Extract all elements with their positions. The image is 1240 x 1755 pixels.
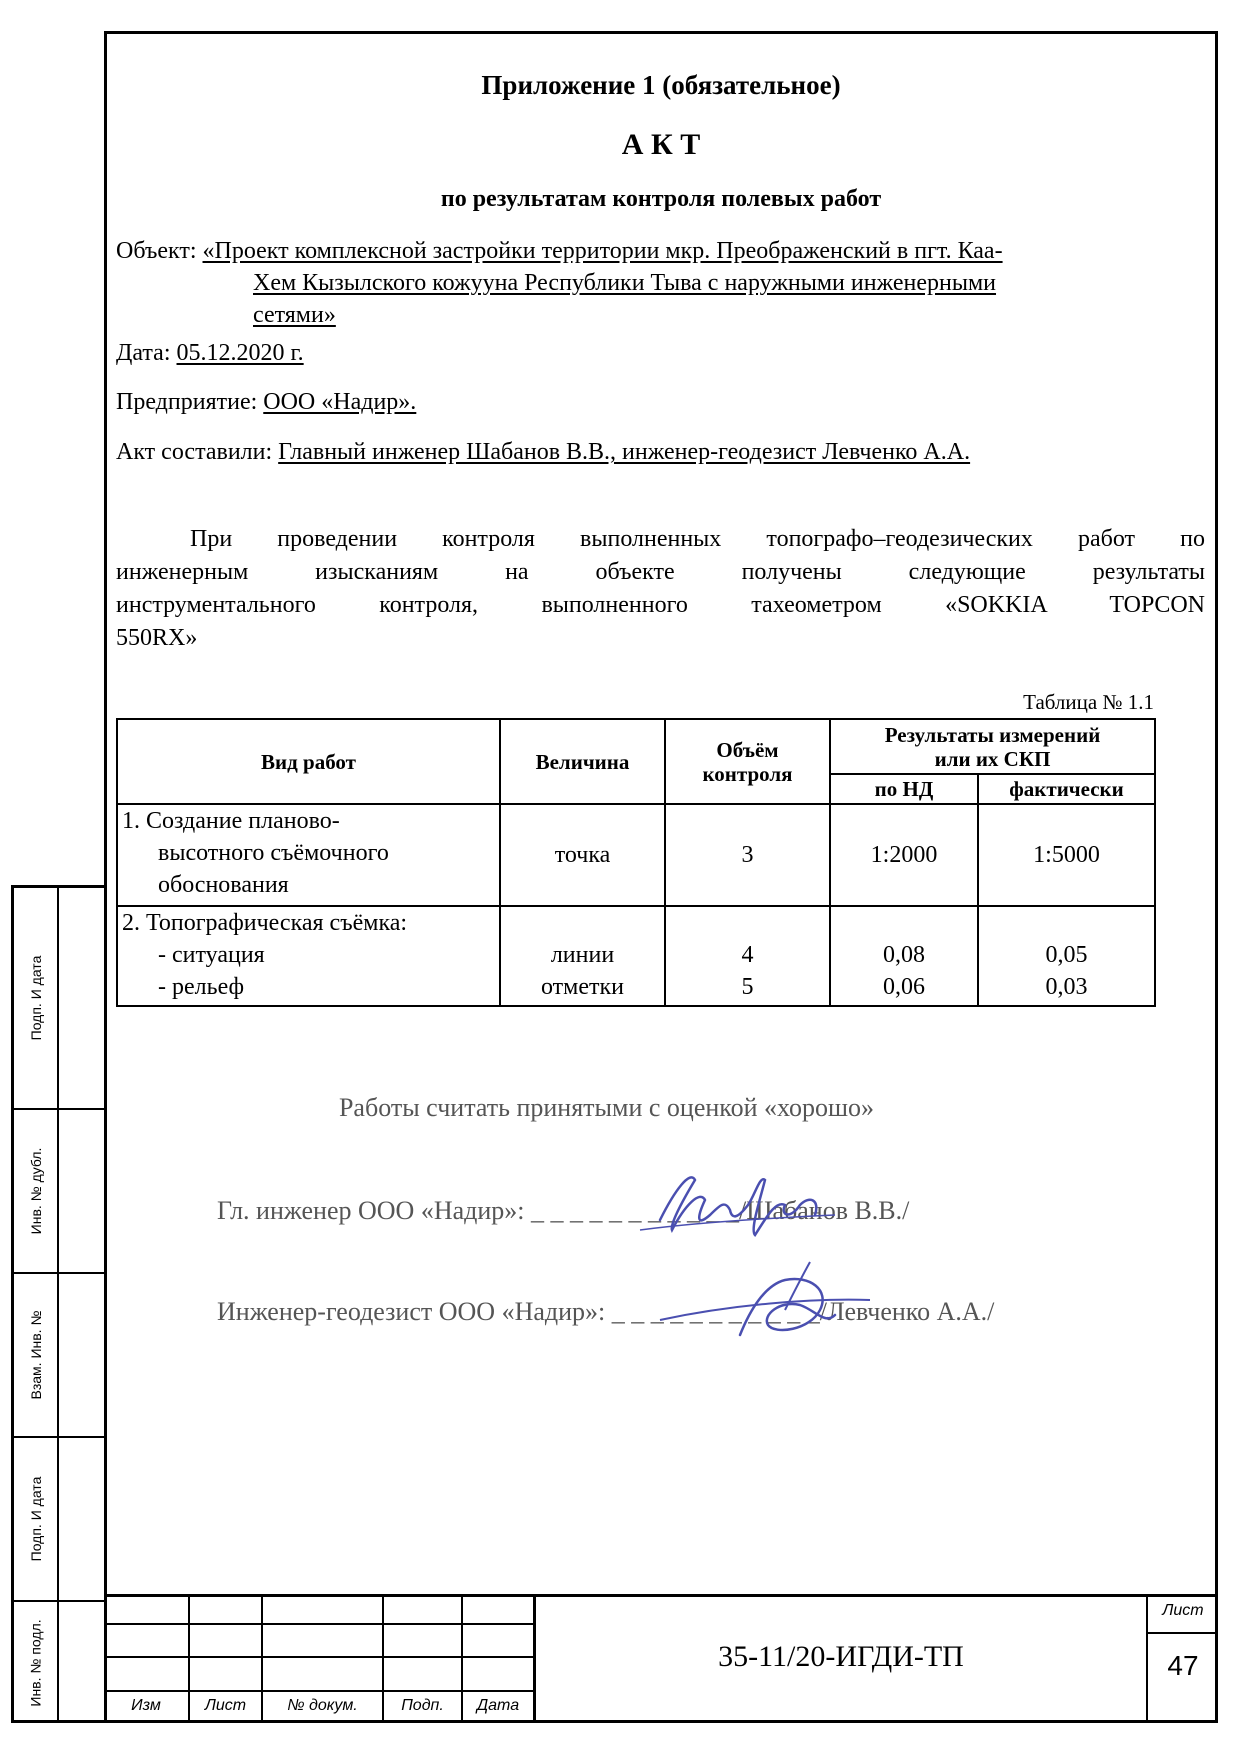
- by-nd-cell: [830, 906, 978, 1006]
- side-stamp: [11, 885, 104, 1723]
- quantity-cell: [500, 906, 665, 1006]
- side-stamp-label: Инв. № подл.: [27, 1618, 44, 1707]
- company-value: ООО «Надир».: [263, 389, 417, 415]
- appendix-heading: Приложение 1 (обязательное): [481, 70, 841, 100]
- volume-value: 5: [741, 974, 754, 1000]
- company-label: Предприятие:: [116, 389, 258, 415]
- col-podp: Подп.: [401, 1697, 444, 1714]
- side-stamp-cell: [14, 888, 104, 1110]
- date-field: [116, 337, 304, 369]
- actual-cell: [978, 906, 1155, 1006]
- results-table: [116, 718, 1156, 1007]
- signer-role: Инженер-геодезист ООО «Надир»:: [217, 1297, 606, 1326]
- sheet-number: 47: [1167, 1650, 1199, 1681]
- side-stamp-label: Инв. № дубл.: [28, 1147, 44, 1235]
- object-value-line3: сетями»: [253, 302, 336, 328]
- signature-chief-icon: [620, 1160, 850, 1250]
- side-stamp-label: Взам. Инв. №: [28, 1310, 44, 1400]
- sheet-label: Лист: [1162, 1602, 1204, 1619]
- authors-value: Главный инженер Шабанов В.В., инженер-геодезист Левченко А.А.: [278, 439, 971, 465]
- header-quantity: Величина: [500, 719, 665, 804]
- paragraph-line: инструментального контроля, выполненного тахеометром «SOKKIA TOPCON: [116, 592, 1205, 618]
- col-izm: Изм: [131, 1697, 161, 1714]
- object-value-line2: Хем Кызылского кожууна Республики Тыва с наружными инженерными: [253, 270, 997, 296]
- signature-engineer-icon: [650, 1250, 910, 1350]
- actual-cell: 1:5000: [978, 804, 1155, 906]
- signer-name: /Левченко А.А./: [819, 1297, 995, 1326]
- company-field: [116, 386, 416, 418]
- table-row: [117, 804, 1155, 906]
- header-results: [830, 719, 1155, 774]
- by-nd-value: 0,08: [883, 942, 925, 968]
- by-nd-value: 0,06: [883, 974, 925, 1000]
- object-field: [116, 235, 1216, 267]
- signer-role: Гл. инженер ООО «Надир»:: [217, 1196, 525, 1225]
- work-line: 2. Топографическая съёмка:: [122, 910, 408, 936]
- table-caption: Таблица № 1.1: [1023, 690, 1154, 714]
- header-volume-line1: Объём: [716, 737, 779, 762]
- side-stamp-cell: [14, 1602, 104, 1723]
- header-results-line1: Результаты измерений: [884, 722, 1101, 747]
- document-title: А К Т: [621, 128, 701, 161]
- quantity-value: отметки: [540, 974, 624, 1000]
- col-doc: № докум.: [287, 1697, 358, 1714]
- side-stamp-cell: [14, 1110, 104, 1274]
- work-type-cell: [117, 804, 500, 906]
- side-stamp-label: Подп. И дата: [28, 955, 44, 1041]
- volume-cell: 3: [665, 804, 830, 906]
- work-type-cell: [117, 906, 500, 1006]
- header-volume-line2: контроля: [702, 761, 793, 786]
- authors-field: [116, 436, 970, 468]
- object-value-line1: «Проект комплексной застройки территории мкр. Преображенский в пгт. Каа-: [202, 238, 1003, 264]
- signature-blank: _ _ _ _ _ _ _ _ _ _ _: [531, 1196, 740, 1225]
- work-line: - ситуация: [158, 942, 265, 968]
- actual-value: 0,05: [1045, 942, 1088, 968]
- work-line: - рельеф: [158, 974, 245, 1000]
- actual-value: 0,03: [1045, 974, 1088, 1000]
- document-code: 35-11/20-ИГДИ-ТП: [718, 1640, 964, 1673]
- work-line: 1. Создание планово-: [122, 808, 340, 834]
- date-label: Дата:: [116, 340, 171, 366]
- approval-verdict: Работы считать принятыми с оценкой «хорошо»: [338, 1093, 875, 1122]
- header-by-nd: по НД: [830, 774, 978, 804]
- header-results-line2: или их СКП: [934, 746, 1051, 771]
- side-stamp-cell: [14, 1274, 104, 1438]
- quantity-cell: точка: [500, 804, 665, 906]
- title-block: [104, 1594, 1218, 1723]
- paragraph-line: инженерным изысканиям на объекте получены следующие результаты: [116, 559, 1205, 585]
- object-label: Объект:: [116, 238, 197, 264]
- col-date: Дата: [476, 1697, 520, 1714]
- work-line: высотного съёмочного: [158, 840, 389, 866]
- header-volume: [665, 719, 830, 804]
- side-stamp-label: Подп. И дата: [28, 1476, 44, 1562]
- signer-name: /Шабанов В.В./: [739, 1196, 910, 1225]
- work-line: обоснования: [158, 872, 289, 898]
- date-value: 05.12.2020 г.: [176, 340, 304, 366]
- table-row: [117, 906, 1155, 1006]
- signature-blank: _ _ _ _ _ _ _ _ _ _ _: [611, 1297, 820, 1326]
- header-work-type: Вид работ: [117, 719, 500, 804]
- side-stamp-cell: [14, 1438, 104, 1602]
- document-subtitle: по результатам контроля полевых работ: [440, 186, 882, 212]
- by-nd-cell: 1:2000: [830, 804, 978, 906]
- quantity-value: линии: [550, 942, 615, 968]
- volume-value: 4: [741, 942, 754, 968]
- header-actual: фактически: [978, 774, 1155, 804]
- volume-cell: [665, 906, 830, 1006]
- authors-label: Акт составили:: [116, 439, 273, 465]
- paragraph-line: При проведении контроля выполненных топографо–геодезических работ по: [190, 526, 1205, 552]
- col-list: Лист: [204, 1697, 247, 1714]
- paragraph-line: 550RX»: [116, 625, 198, 651]
